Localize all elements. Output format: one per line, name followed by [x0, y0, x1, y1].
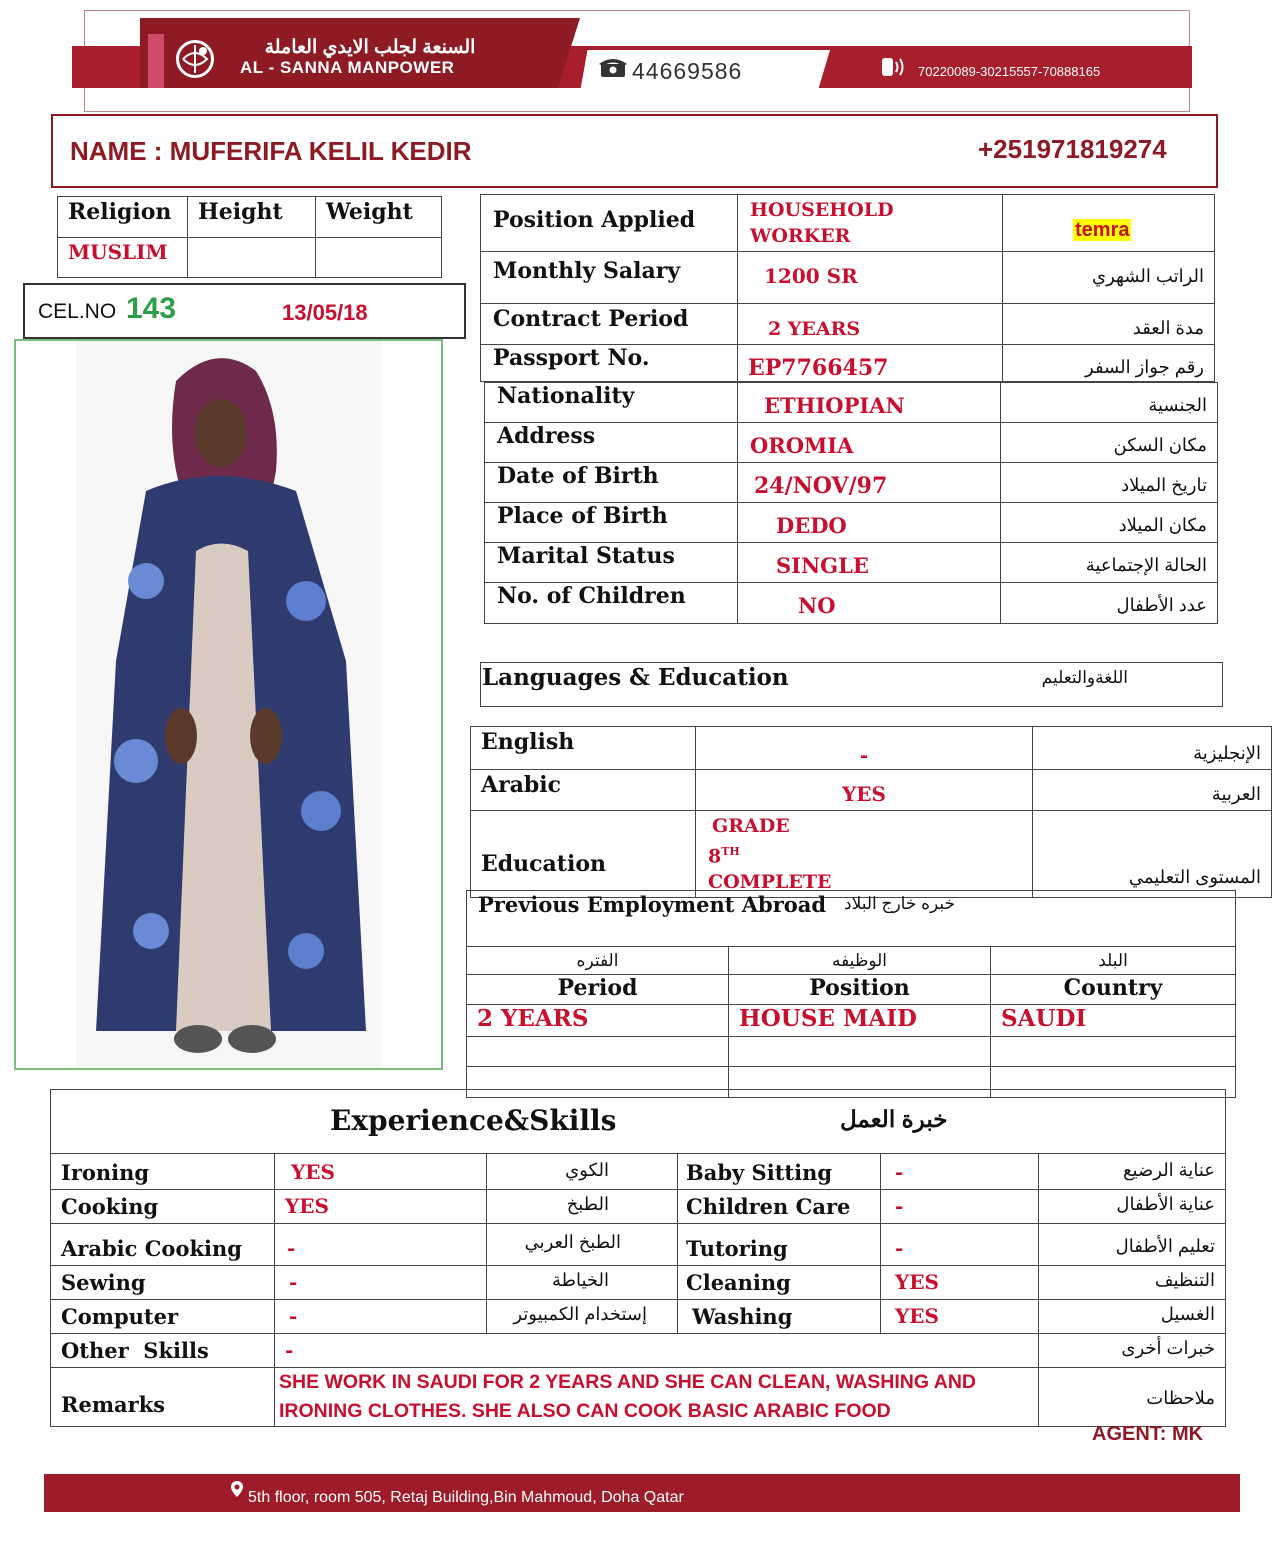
dob-label: Date of Birth [485, 463, 738, 503]
languages-table [470, 726, 1272, 898]
personal-table [484, 382, 1218, 624]
remarks-label: Remarks [51, 1368, 275, 1427]
skill-tutoring: Tutoring [678, 1224, 881, 1266]
position-table [480, 194, 1215, 382]
marital-value: SINGLE [738, 543, 1001, 583]
children-label: No. of Children [485, 583, 738, 624]
globe-logo-icon [176, 40, 214, 78]
skill-computer: Computer [51, 1300, 275, 1334]
salary-arabic: الراتب الشهري [1003, 252, 1215, 304]
skills-table [50, 1153, 1226, 1427]
religion-value: MUSLIM [58, 238, 188, 278]
nationality-value: ETHIOPIAN [738, 383, 1001, 423]
employment-table [466, 946, 1236, 1098]
skill-ironing-arabic [487, 1154, 678, 1190]
logo-accent [148, 34, 164, 88]
country-header: Country [991, 975, 1236, 1005]
employment-title-arabic: خبره خارج البلاد [844, 894, 955, 913]
bio-table [57, 196, 442, 278]
children-arabic: عدد الأطفال [1001, 583, 1218, 624]
skill-sewing-arabic-text: الخياطة [552, 1270, 609, 1290]
skill-ironing-value: YES [275, 1154, 487, 1190]
education-arabic: المستوى التعليمي [1033, 811, 1272, 898]
position-header: Position [729, 975, 991, 1005]
employment-period: 2 YEARS [467, 1005, 729, 1037]
skill-children-care: Children Care [678, 1190, 881, 1224]
arabic-value: YES [696, 770, 1033, 811]
cel-date: 13/05/18 [282, 300, 368, 325]
height-header: Height [188, 197, 316, 238]
arabic-label: Arabic [471, 770, 696, 811]
skill-cleaning-value: YES [881, 1266, 1039, 1300]
languages-title-arabic: اللغةوالتعليم [1041, 668, 1128, 687]
children-value: NO [738, 583, 1001, 624]
cel-label: CEL.NO [38, 300, 117, 323]
address-value: OROMIA [738, 423, 1001, 463]
education-value-cell [696, 811, 1033, 898]
period-header-arabic: الفتره [467, 947, 729, 975]
education-level [708, 839, 1020, 869]
address-arabic: مكان السكن [1001, 423, 1218, 463]
nationality-label: Nationality [485, 383, 738, 423]
skill-ironing: Ironing [51, 1154, 275, 1190]
remarks-line-2: IRONING CLOTHES. SHE ALSO CAN COOK BASIC ARABIC FOOD [279, 1400, 891, 1422]
arabic-arabic: العربية [1033, 770, 1272, 811]
other-skills-label: Other Skills [51, 1334, 275, 1368]
skill-arabic-cooking-value: - [275, 1224, 487, 1266]
skill-washing-value: YES [881, 1300, 1039, 1334]
remarks-line-1: SHE WORK IN SAUDI FOR 2 YEARS AND SHE CAN CLEAN, WASHING AND [279, 1371, 976, 1393]
weight-header: Weight [316, 197, 442, 238]
languages-title: Languages & Education [482, 664, 789, 691]
candidate-name: NAME : MUFERIFA KELIL KEDIR [70, 136, 472, 166]
marital-arabic: الحالة الإجتماعية [1001, 543, 1218, 583]
contract-arabic: مدة العقد [1003, 304, 1215, 345]
education-level-suffix: TH [721, 845, 740, 858]
candidate-phone: +251971819274 [978, 134, 1167, 164]
skill-ironing-arabic-text: الكوي [565, 1160, 609, 1180]
position-value: HOUSEHOLD WORKER [738, 195, 1003, 252]
skill-baby-sitting: Baby Sitting [678, 1154, 881, 1190]
pob-arabic: مكان الميلاد [1001, 503, 1218, 543]
passport-value: EP7766457 [738, 345, 1003, 382]
header-mobiles: 70220089-30215557-70888165 [918, 64, 1101, 79]
footer-address: 5th floor, room 505, Retaj Building,Bin Mahmoud, Doha Qatar [248, 1489, 684, 1506]
english-value: - [696, 727, 1033, 770]
weight-value [316, 238, 442, 278]
contract-value: 2 YEARS [738, 304, 1003, 345]
skill-cleaning-arabic: التنظيف [1039, 1266, 1226, 1300]
pob-label: Place of Birth [485, 503, 738, 543]
religion-header: Religion [58, 197, 188, 238]
dob-arabic: تاريخ الميلاد [1001, 463, 1218, 503]
marital-label: Marital Status [485, 543, 738, 583]
salary-value: 1200 SR [738, 252, 1003, 304]
employment-position: HOUSE MAID [729, 1005, 991, 1037]
period-header: Period [467, 975, 729, 1005]
skill-cooking-arabic [487, 1190, 678, 1224]
remarks-value [275, 1368, 1039, 1427]
skill-cooking-value: YES [275, 1190, 487, 1224]
skill-washing-arabic: الغسيل [1039, 1300, 1226, 1334]
skills-title-box [50, 1089, 1226, 1153]
skill-cooking-arabic-text: الطبخ [566, 1194, 609, 1214]
salary-label: Monthly Salary [481, 252, 738, 304]
pob-value: DEDO [738, 503, 1001, 543]
company-name: AL - SANNA MANPOWER [240, 58, 455, 77]
skill-washing: Washing [678, 1300, 881, 1334]
english-label: English [471, 727, 696, 770]
skill-sewing-value: - [275, 1266, 487, 1300]
skill-arabic-cooking-arabic-text: الطبخ العربي [524, 1232, 621, 1252]
skill-tutoring-arabic: تعليم الأطفال [1039, 1224, 1226, 1266]
skills-title-arabic: خبرة العمل [840, 1106, 948, 1132]
education-label: Education [471, 811, 696, 898]
skill-cleaning: Cleaning [678, 1266, 881, 1300]
cel-number: 143 [126, 292, 177, 325]
company-arabic-name: السنعة لجلب الايدي العاملة [264, 37, 476, 58]
skill-computer-value: - [275, 1300, 487, 1334]
skill-children-care-arabic: عناية الأطفال [1039, 1190, 1226, 1224]
education-level-number: 8 [708, 845, 722, 868]
skill-sewing-arabic [487, 1266, 678, 1300]
position-label: Position Applied [481, 195, 738, 252]
mobile-icon [880, 56, 906, 78]
skill-computer-arabic [487, 1300, 678, 1334]
employment-title: Previous Employment Abroad [478, 892, 827, 917]
education-status: COMPLETE [708, 871, 832, 894]
skill-baby-sitting-value: - [881, 1154, 1039, 1190]
location-pin-icon [230, 1480, 244, 1498]
height-value [188, 238, 316, 278]
skill-children-care-value: - [881, 1190, 1039, 1224]
country-header-arabic: البلد [991, 947, 1236, 975]
skill-sewing: Sewing [51, 1266, 275, 1300]
address-label: Address [485, 423, 738, 463]
nationality-arabic: الجنسية [1001, 383, 1218, 423]
education-grade: GRADE [712, 815, 790, 837]
passport-arabic: رقم جواز السفر [1003, 345, 1215, 382]
skills-title: Experience&Skills [330, 1104, 617, 1137]
position-header-arabic: الوظيفه [729, 947, 991, 975]
candidate-photo [14, 339, 443, 1070]
other-skills-value: - [275, 1334, 1039, 1368]
passport-label: Passport No. [481, 345, 738, 382]
employment-country: SAUDI [991, 1005, 1236, 1037]
skill-cooking: Cooking [51, 1190, 275, 1224]
skill-tutoring-value: - [881, 1224, 1039, 1266]
position-note: temra [1075, 219, 1130, 241]
other-skills-arabic: خبرات أخرى [1039, 1334, 1226, 1368]
contract-label: Contract Period [481, 304, 738, 345]
english-arabic: الإنجليزية [1033, 727, 1272, 770]
skill-computer-arabic-text: إستخدام الكمبيوتر [513, 1304, 647, 1324]
position-note-cell [1003, 195, 1215, 252]
phone-icon [598, 56, 628, 78]
dob-value: 24/NOV/97 [738, 463, 1001, 503]
header-phone: 44669586 [632, 58, 743, 84]
skill-arabic-cooking: Arabic Cooking [51, 1224, 275, 1266]
remarks-arabic: ملاحظات [1039, 1368, 1226, 1427]
agent-label: AGENT: MK [1092, 1423, 1204, 1445]
skill-arabic-cooking-arabic [487, 1224, 678, 1266]
skill-baby-sitting-arabic: عناية الرضيع [1039, 1154, 1226, 1190]
